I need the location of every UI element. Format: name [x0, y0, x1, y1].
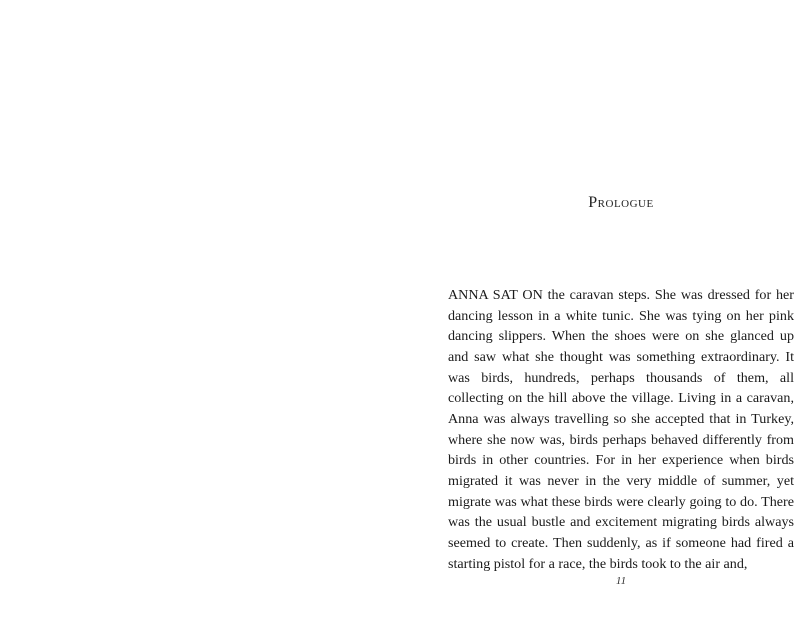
body-paragraph: ANNA SAT ON the caravan steps. She was dressed for her dancing lesson in a white tunic. She was tying on her pink dancing slippers. When the shoes were on she glanced up and saw what she thought was something extraordinary. It was birds, hundreds, perhaps thousands of them, all collecting on the hill above the village. Living in a caravan, Anna was always travelling so she accepted that in Turkey, where she now was, birds perhaps behaved differently from birds in other countries. For in her experience when birds migrated it was never in the very middle of summer, yet migrate was what these birds were clearly going to do. There was the usual bustle and excitement migrating birds always seemed to create. Then suddenly, as if someone had fired a starting pistol for a race, the birds took to the air and, [448, 287, 794, 572]
chapter-title: Prologue [588, 194, 654, 211]
page-number: 11 [615, 575, 627, 587]
